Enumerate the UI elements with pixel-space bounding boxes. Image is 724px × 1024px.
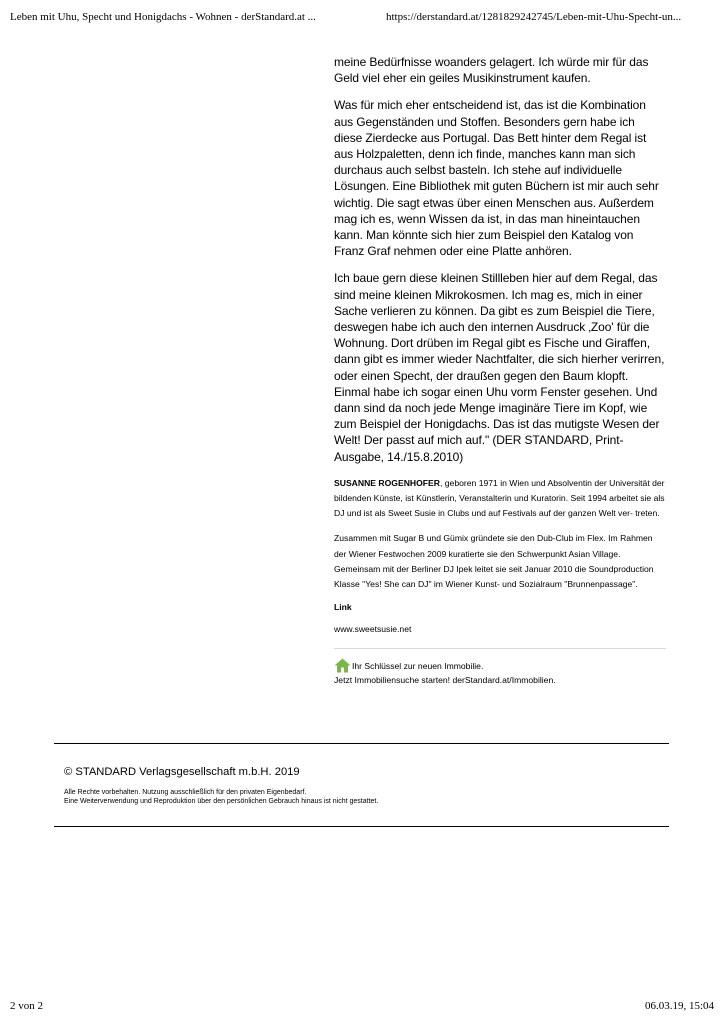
print-datetime: 06.03.19, 15:04 bbox=[644, 1000, 714, 1012]
link-heading: Link bbox=[334, 602, 352, 613]
page-number: 2 von 2 bbox=[10, 1000, 43, 1012]
footer-rule-bottom bbox=[54, 826, 669, 827]
print-header bbox=[0, 0, 724, 30]
house-icon bbox=[334, 658, 351, 673]
promo-line-2: Jetzt Immobiliensuche starten! derStandard.at/Immobilien. bbox=[334, 675, 556, 686]
author-name: SUSANNE ROGENHOFER bbox=[334, 477, 440, 488]
promo-line-1: Ihr Schlüssel zur neuen Immobilie. bbox=[352, 661, 484, 672]
copyright: © STANDARD Verlagsgesellschaft m.b.H. 2019 bbox=[64, 766, 300, 778]
legal-notice bbox=[64, 788, 378, 806]
legal-line: Alle Rechte vorbehalten. Nutzung ausschließlich für den privaten Eigenbedarf. bbox=[64, 789, 307, 796]
article-body bbox=[334, 54, 666, 687]
footer-rule-top bbox=[54, 743, 669, 744]
article-paragraph: Ich baue gern diese kleinen Stillleben hier auf dem Regal, das sind meine kleinen Mikrokosmen. Ich mag es, mich in einer Sache verlieren zu können. Da gibt es zum Beispiel die Tiere, deswegen habe ich auch den internen Ausdruck ‚Zoo' für die Wohnung. Dort drüben im Regal gibt es Fische und Giraffen, dann gibt es immer wieder Nachtfalter, die sich hierher verirren, oder einen Specht, der draußen gegen den Baum klopft. Einmal habe ich sogar einen Uhu vorm Fenster gesehen. Und dann sind da noch jede Menge imaginäre Tiere im Kopf, wie zum Beispiel der Honigdachs. Das ist das mutigste Wesen der Welt! Der passt auf mich auf." (DER STANDARD, Print-Ausgabe, 14./15.8.2010) bbox=[334, 271, 665, 464]
author-bio bbox=[334, 476, 666, 522]
legal-line: Eine Weiterverwendung und Reproduktion über den persönlichen Gebrauch hinaus ist nicht gestattet. bbox=[64, 798, 379, 806]
page-url: https://derstandard.at/1281829242745/Leben-mit-Uhu-Specht-un... bbox=[386, 11, 682, 23]
author-bio-text: , geboren 1971 in Wien und Absolventin der Universität der bildenden Künste, ist Künstlerin, Veranstalterin und Kuratorin. Seit 1994 arbeitet sie als DJ und ist als Sweet Susie in Clubs und auf Festivals auf der ganzen Welt ver- treten. bbox=[334, 477, 665, 519]
divider bbox=[334, 648, 666, 649]
page-title: Leben mit Uhu, Specht und Honigdachs - Wohnen - derStandard.at ... bbox=[10, 11, 316, 23]
author-bio-continued: Zusammen mit Sugar B und Gümix gründete sie den Dub-Club im Flex. Im Rahmen der Wiener Festwochen 2009 kuratierte sie den Schwerpunkt Asian Village. Gemeinsam mit der Berliner DJ Ipek leitet sie seit Januar 2010 die Soundproduction Klasse "Yes! She can DJ" im Wiener Kunst- und Sozialraum "Brunnenpassage". bbox=[334, 533, 654, 590]
real-estate-promo[interactable] bbox=[334, 658, 666, 687]
article-paragraph: Was für mich eher entscheidend ist, das ist die Kombination aus Gegenständen und Stoffen. Besonders gern habe ich diese Zierdecke aus Portugal. Das Bett hinter dem Regal ist aus Holzpaletten, denn ich finde, manches kann man sich durchaus auch selbst basteln. Ich stehe auf individuelle Lösungen. Eine Bibliothek mit guten Büchern ist mir auch sehr wichtig. Die sagt etwas über einen Menschen aus. Außerdem mag ich es, wenn Wissen da ist, in das man hineintauchen kann. Man könnte sich hier zum Beispiel den Katalog von Franz Graf nehmen oder eine Platte anhören. bbox=[334, 98, 659, 259]
external-link[interactable]: www.sweetsusie.net bbox=[334, 624, 412, 635]
article-paragraph: meine Bedürfnisse woanders gelagert. Ich würde mir für das Geld viel eher ein geiles Musikinstrument kaufen. bbox=[334, 55, 649, 86]
